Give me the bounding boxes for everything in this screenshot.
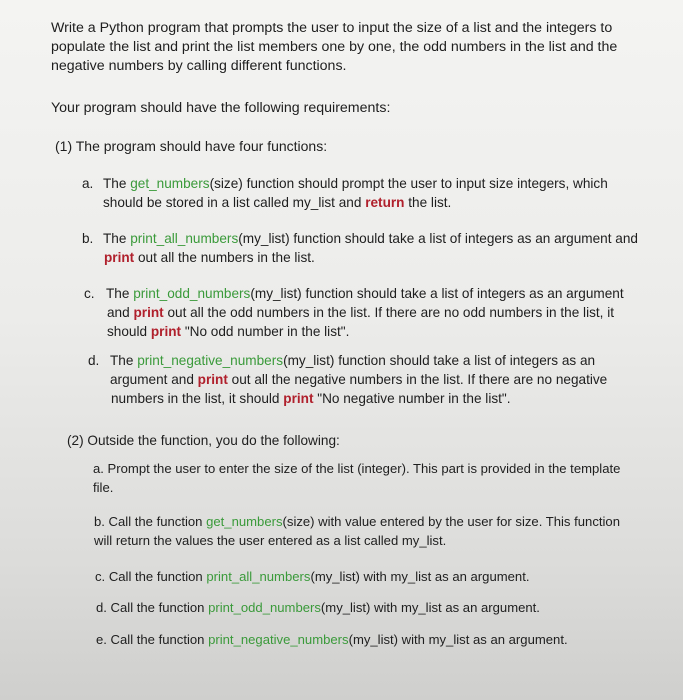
- keyword-print: print: [104, 250, 135, 265]
- text: (my_list) with my_list as an argument.: [348, 632, 568, 647]
- section1-heading: (1) The program should have four functions:: [55, 138, 328, 154]
- text: (size) with value entered by the user for size. This function: [282, 514, 620, 529]
- keyword-print: print: [283, 391, 314, 406]
- section2-e-line: [96, 631, 568, 649]
- keyword-print: print: [150, 324, 182, 339]
- section2-a-line-1: a. Prompt the user to enter the size of the list (integer). This part is provided in the template: [93, 461, 621, 476]
- section2-b-line-2: will return the values the user entered as a list called my_list.: [94, 533, 447, 548]
- text: e. Call the function: [96, 632, 209, 647]
- text: (my_list) with my_list as an argument.: [310, 569, 530, 584]
- text: c. Call the function: [95, 569, 207, 584]
- text: (my_list) function should take a list of integers as an argument: [250, 286, 624, 301]
- text: (my_list) function should take a list of integers as an argument and: [238, 231, 638, 246]
- text: (size) function should prompt the user to input size integers, which: [209, 176, 608, 191]
- function-name: print_all_numbers: [206, 569, 311, 584]
- section1-c-line-2: [107, 304, 614, 322]
- section1-d-line-1: [110, 352, 595, 370]
- text: b. Call the function: [94, 514, 207, 529]
- function-name: print_odd_numbers: [133, 286, 251, 301]
- text: (my_list) with my_list as an argument.: [320, 600, 540, 615]
- text: out all the odd numbers in the list. If there are no odd numbers in the list, it: [163, 305, 615, 320]
- function-name: get_numbers: [130, 176, 210, 191]
- text: numbers in the list, it should: [111, 391, 284, 406]
- function-name: print_negative_numbers: [208, 632, 349, 647]
- text: The: [103, 231, 131, 246]
- section1-c-line-1: [106, 285, 624, 303]
- section1-c-line-3: [107, 323, 349, 341]
- section1-b-line-1: [103, 230, 638, 248]
- function-name: print_odd_numbers: [208, 600, 321, 615]
- text: the list.: [404, 195, 452, 210]
- section1-d-line-2: [110, 371, 607, 389]
- intro-line-3: negative numbers by calling different functions.: [51, 58, 347, 74]
- text: out all the numbers in the list.: [134, 250, 315, 265]
- section1-a-line-1: [103, 175, 608, 193]
- function-name: print_all_numbers: [130, 231, 239, 246]
- text: out all the negative numbers in the list. If there are no negative: [227, 372, 608, 387]
- text: (my_list) function should take a list of integers as an: [283, 353, 596, 368]
- text: argument and: [110, 372, 198, 387]
- text: d. Call the function: [96, 600, 209, 615]
- section1-d-line-3: [111, 390, 511, 408]
- function-name: print_negative_numbers: [137, 353, 284, 368]
- section1-a-line-2: [103, 194, 451, 212]
- text: should be stored in a list called my_list and: [103, 195, 366, 210]
- section1-b-line-2: [104, 249, 315, 267]
- section1-a-marker: a.: [82, 176, 94, 191]
- section2-heading: (2) Outside the function, you do the following:: [67, 433, 340, 448]
- keyword-return: return: [365, 195, 405, 210]
- text: "No odd number in the list".: [181, 324, 350, 339]
- keyword-print: print: [133, 305, 164, 320]
- text: should: [107, 324, 151, 339]
- section1-b-marker: b.: [82, 231, 94, 246]
- section2-b-line-1: [94, 513, 620, 531]
- section2-a-line-2: file.: [93, 480, 114, 495]
- requirements-heading: Your program should have the following requirements:: [51, 100, 391, 116]
- intro-line-1: Write a Python program that prompts the user to input the size of a list and the integers to: [51, 20, 613, 36]
- section1-c-marker: c.: [84, 286, 95, 301]
- section2-d-line: [96, 599, 540, 617]
- text: "No negative number in the list".: [313, 391, 511, 406]
- keyword-print: print: [197, 372, 228, 387]
- text: The: [110, 353, 138, 368]
- section1-d-marker: d.: [88, 353, 100, 368]
- intro-line-2: populate the list and print the list members one by one, the odd numbers in the list and the: [51, 39, 618, 55]
- section2-c-line: [95, 568, 529, 586]
- function-name: get_numbers: [206, 514, 283, 529]
- text: and: [107, 305, 134, 320]
- text: The: [106, 286, 134, 301]
- text: The: [103, 176, 131, 191]
